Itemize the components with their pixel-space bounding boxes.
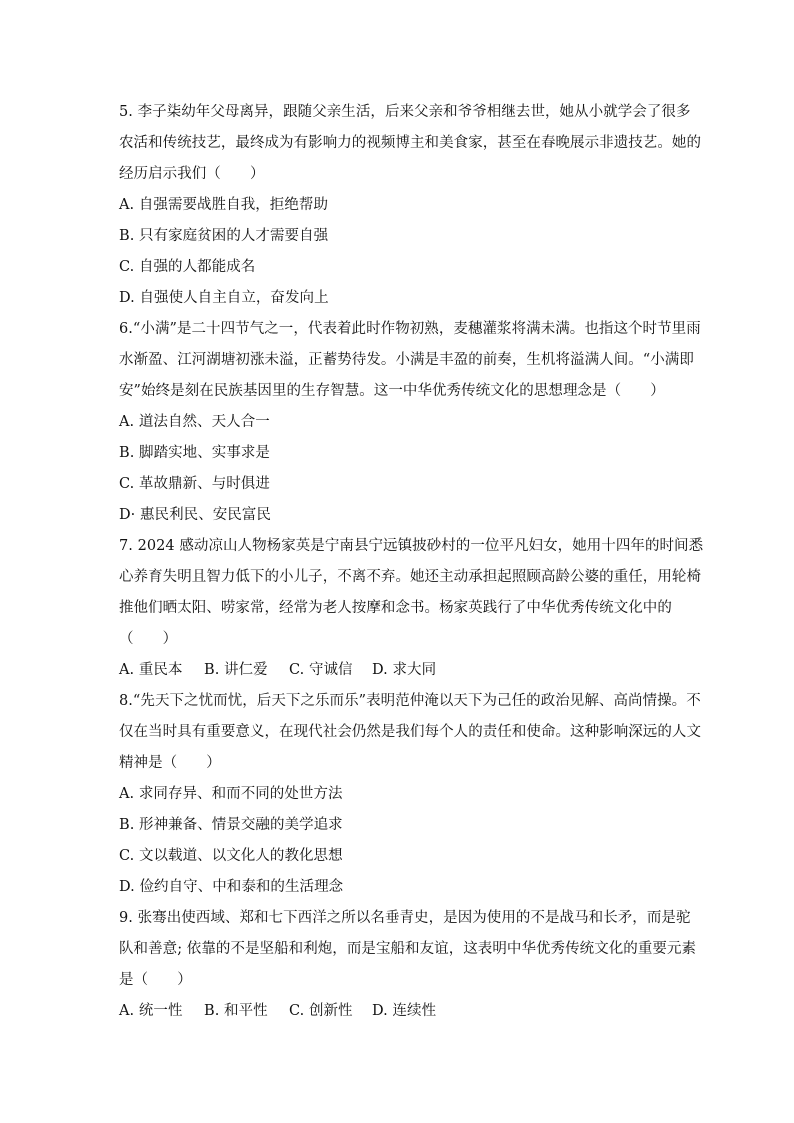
question-6-option-c: C. 革故鼎新、与时俱进 bbox=[119, 476, 270, 492]
question-9-line-3: 是（ ） bbox=[119, 972, 192, 988]
question-8-option-b: B. 形神兼备、情景交融的美学追求 bbox=[119, 817, 343, 833]
question-8-option-c: C. 文以载道、以文化人的教化思想 bbox=[119, 848, 343, 864]
question-5-line-3: 经历启示我们（ ） bbox=[119, 166, 265, 182]
question-8-option-d: D. 俭约自守、中和泰和的生活理念 bbox=[119, 879, 344, 895]
question-7-option-d: D. 求大同 bbox=[372, 662, 437, 678]
question-6-option-b: B. 脚踏实地、实事求是 bbox=[119, 445, 270, 461]
question-7-option-b: B. 讲仁爱 bbox=[204, 662, 268, 678]
question-6-line-3: 安”始终是刻在民族基因里的生存智慧。这一中华优秀传统文化的思想理念是（ ） bbox=[119, 383, 665, 399]
question-8 bbox=[119, 686, 701, 903]
question-5-option-a: A. 自强需要战胜自我，拒绝帮助 bbox=[119, 197, 328, 213]
question-7-options bbox=[119, 655, 675, 686]
question-5-option-d: D. 自强使人自主自立，奋发向上 bbox=[119, 290, 329, 306]
question-7 bbox=[119, 531, 704, 686]
question-5 bbox=[119, 97, 701, 314]
question-5-line-2: 农活和传统技艺，最终成为有影响力的视频博主和美食家，甚至在春晚展示非遗技艺。她的 bbox=[119, 135, 701, 151]
question-9-option-a: A. 统一性 bbox=[119, 1003, 183, 1019]
question-8-line-3: 精神是（ ） bbox=[119, 755, 221, 771]
question-6-line-2: 水渐盈、江河湖塘初涨未溢，正蓄势待发。小满是丰盈的前奏，生机将溢满人间。“小满即 bbox=[119, 352, 694, 368]
question-7-option-a: A. 重民本 bbox=[119, 662, 183, 678]
question-8-line-1: 8.“先天下之忧而忧，后天下之乐而乐”表明范仲淹以天下为己任的政治见解、高尚情操。不 bbox=[119, 693, 701, 709]
question-7-line-4: （ ） bbox=[119, 631, 178, 647]
question-8-option-a: A. 求同存异、和而不同的处世方法 bbox=[119, 786, 343, 802]
question-7-line-2: 心养育失明且智力低下的小儿子，不离不弃。她还主动承担起照顾高龄公婆的重任，用轮椅 bbox=[119, 569, 701, 585]
question-5-option-b: B. 只有家庭贫困的人才需要自强 bbox=[119, 228, 329, 244]
question-9-option-b: B. 和平性 bbox=[204, 1003, 268, 1019]
question-9-line-1: 9. 张骞出使西域、郑和七下西洋之所以名垂青史，是因为使用的不是战马和长矛，而是驼 bbox=[119, 910, 691, 926]
question-7-line-3: 推他们晒太阳、唠家常，经常为老人按摩和念书。杨家英践行了中华优秀传统文化中的 bbox=[119, 600, 672, 616]
exam-page bbox=[119, 97, 704, 1027]
question-7-option-c: C. 守诚信 bbox=[289, 662, 353, 678]
question-5-option-c: C. 自强的人都能成名 bbox=[119, 259, 256, 275]
question-9-options bbox=[119, 996, 675, 1027]
question-9-option-d: D. 连续性 bbox=[372, 1003, 437, 1019]
question-6-line-1: 6.“小满”是二十四节气之一，代表着此时作物初熟，麦穗灌浆将满未满。也指这个时节里雨 bbox=[119, 321, 701, 337]
question-6-option-a: A. 道法自然、天人合一 bbox=[119, 414, 270, 430]
question-5-line-1: 5. 李子柒幼年父母离异，跟随父亲生活，后来父亲和爷爷相继去世，她从小就学会了很多 bbox=[119, 104, 691, 120]
question-6 bbox=[119, 314, 701, 531]
question-8-line-2: 仅在当时具有重要意义，在现代社会仍然是我们每个人的责任和使命。这种影响深远的人文 bbox=[119, 724, 701, 740]
question-6-option-d: D· 惠民利民、安民富民 bbox=[119, 507, 271, 523]
question-9 bbox=[119, 903, 697, 1027]
question-9-option-c: C. 创新性 bbox=[289, 1003, 353, 1019]
question-7-line-1: 7. 2024 感动凉山人物杨家英是宁南县宁远镇披砂村的一位平凡妇女，她用十四年的时间悉 bbox=[119, 538, 704, 554]
question-9-line-2: 队和善意; 依靠的不是坚船和利炮，而是宝船和友谊，这表明中华优秀传统文化的重要元素 bbox=[119, 941, 697, 957]
